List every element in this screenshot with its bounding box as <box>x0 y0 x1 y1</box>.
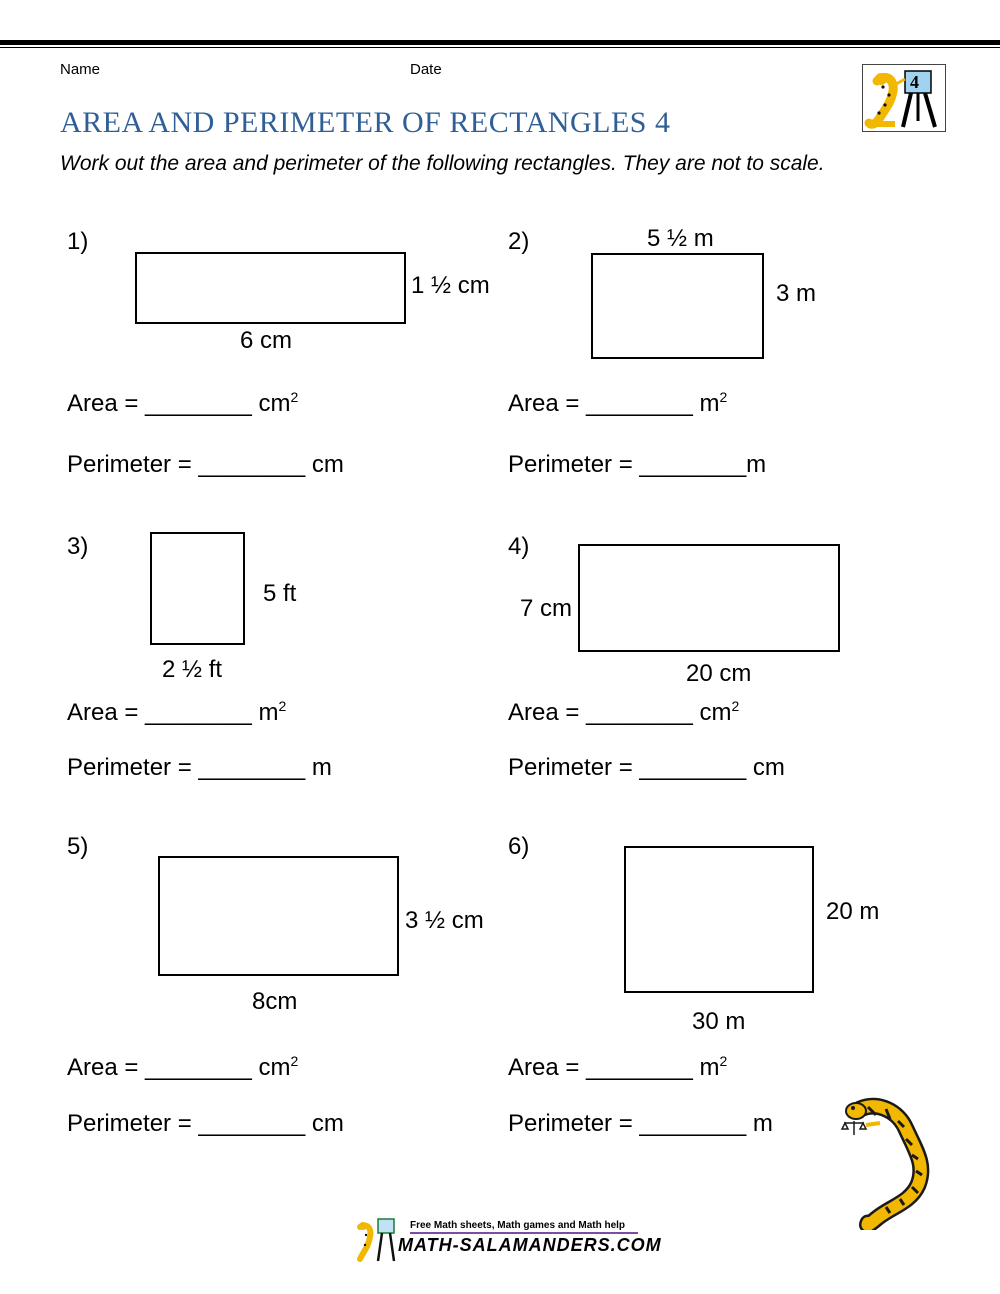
salamander-teacher-icon <box>863 65 945 131</box>
perimeter-line: Perimeter = ________ cm <box>67 1110 344 1137</box>
width-label: 6 cm <box>240 327 293 354</box>
height-label: 5 ft <box>263 580 297 607</box>
footer-tagline: Free Math sheets, Math games and Math help <box>410 1220 626 1231</box>
top-border-thick <box>0 40 1000 45</box>
squared-sup: 2 <box>278 698 287 714</box>
name-label: Name <box>60 61 101 78</box>
width-label: 8cm <box>252 988 298 1015</box>
footer-logo <box>352 1215 662 1265</box>
problem-number: 3) <box>67 533 89 560</box>
rectangle <box>150 532 245 645</box>
area-line: Area = ________ $cm^2$ <box>67 1053 299 1081</box>
page-title: AREA AND PERIMETER OF RECTANGLES 4 <box>60 106 671 139</box>
perimeter-line: Perimeter = ________m <box>508 451 767 478</box>
footer-salamander-icon <box>352 1217 398 1263</box>
grade-badge-logo <box>862 64 946 132</box>
area-line: Area = ________ $m^2$ <box>508 389 728 417</box>
problem-number: 2) <box>508 228 530 255</box>
instructions: Work out the area and perimeter of the following rectangles. They are not to scale. <box>60 152 825 175</box>
width-label: 2 ½ ft <box>162 656 223 683</box>
perimeter-line: Perimeter = ________ m <box>67 754 332 781</box>
height-label: 7 cm <box>520 595 573 622</box>
perimeter-line: Perimeter = ________ cm <box>67 451 344 478</box>
squared-sup: 2 <box>719 1053 728 1069</box>
height-label: 3 m <box>776 280 817 307</box>
area-line: Area = ________ $cm^2$ <box>67 389 299 417</box>
date-label: Date <box>410 61 442 78</box>
salamander-scales-icon <box>840 1095 950 1230</box>
width-label: 30 m <box>692 1008 746 1035</box>
height-label: 20 m <box>826 898 880 925</box>
area-line: Area = ________ $m^2$ <box>508 1053 728 1081</box>
problem-number: 6) <box>508 833 530 860</box>
problem-number: 1) <box>67 228 89 255</box>
squared-sup: 2 <box>731 698 740 714</box>
grade-number: 4 <box>910 72 919 92</box>
rectangle <box>158 856 399 976</box>
problem-number: 4) <box>508 533 530 560</box>
problem-number: 5) <box>67 833 89 860</box>
width-label: 20 cm <box>686 660 752 687</box>
squared-sup: 2 <box>290 389 299 405</box>
height-label: 1 ½ cm <box>411 272 490 299</box>
footer-underline <box>410 1232 638 1234</box>
rectangle <box>578 544 840 652</box>
area-line: Area = ________ $cm^2$ <box>508 698 740 726</box>
footer-site-name: MATH-SALAMANDERS.COM <box>398 1235 662 1255</box>
width-label: 5 ½ m <box>647 225 714 252</box>
squared-sup: 2 <box>290 1053 299 1069</box>
top-border-thin <box>0 47 1000 48</box>
squared-sup: 2 <box>719 389 728 405</box>
area-line: Area = ________ $m^2$ <box>67 698 287 726</box>
perimeter-line: Perimeter = ________ m <box>508 1110 773 1137</box>
rectangle <box>135 252 406 324</box>
rectangle <box>624 846 814 993</box>
rectangle <box>591 253 764 359</box>
height-label: 3 ½ cm <box>405 907 484 934</box>
perimeter-line: Perimeter = ________ cm <box>508 754 785 781</box>
